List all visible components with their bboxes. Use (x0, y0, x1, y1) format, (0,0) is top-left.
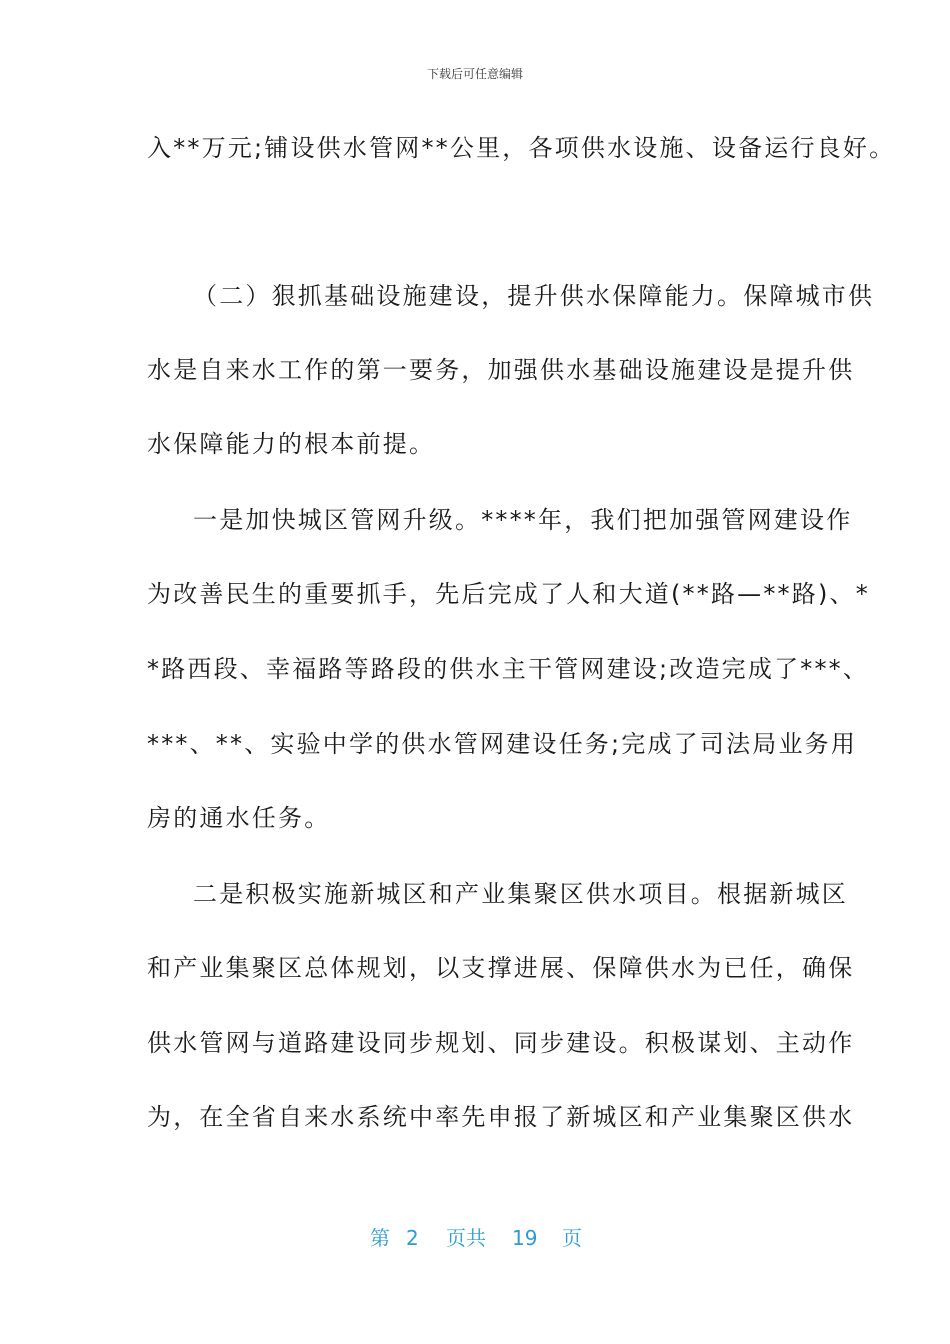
body-line: 一是加快城区管网升级。****年，我们把加强管网建设作 (193, 506, 853, 534)
body-line: 为改善民生的重要抓手，先后完成了人和大道(**路—**路)、* (147, 580, 870, 608)
page-header: 下载后可任意编辑 (426, 67, 523, 81)
body-line: 房的通水任务。 (147, 804, 331, 832)
body-line: 和产业集聚区总体规划，以支撑进展、保障供水为已任，确保 (147, 954, 855, 982)
current-page-number: 2 (406, 1226, 419, 1250)
body-line: （二）狠抓基础设施建设，提升供水保障能力。保障城市供 (193, 282, 875, 310)
page-number-middle: 页共 (446, 1226, 486, 1250)
body-line: 供水管网与道路建设同步规划、同步建设。积极谋划、主动作 (147, 1029, 855, 1057)
body-line: 二是积极实施新城区和产业集聚区供水项目。根据新城区 (193, 880, 848, 908)
body-line: *路西段、幸福路等路段的供水主干管网建设;改造完成了***、 (147, 655, 870, 683)
body-line: 入**万元;铺设供水管网**公里，各项供水设施、设备运行良好。 (147, 134, 896, 162)
body-line: 为，在全省自来水系统中率先申报了新城区和产业集聚区供水 (147, 1103, 855, 1131)
total-pages-number: 19 (512, 1226, 538, 1250)
body-line: 水是自来水工作的第一要务，加强供水基础设施建设是提升供 (147, 356, 855, 384)
page-number-suffix: 页 (562, 1226, 582, 1250)
body-line: ***、**、实验中学的供水管网建设任务;完成了司法局业务用 (147, 730, 858, 758)
page-number-prefix: 第 (370, 1226, 390, 1250)
body-line: 水保障能力的根本前提。 (147, 430, 436, 458)
